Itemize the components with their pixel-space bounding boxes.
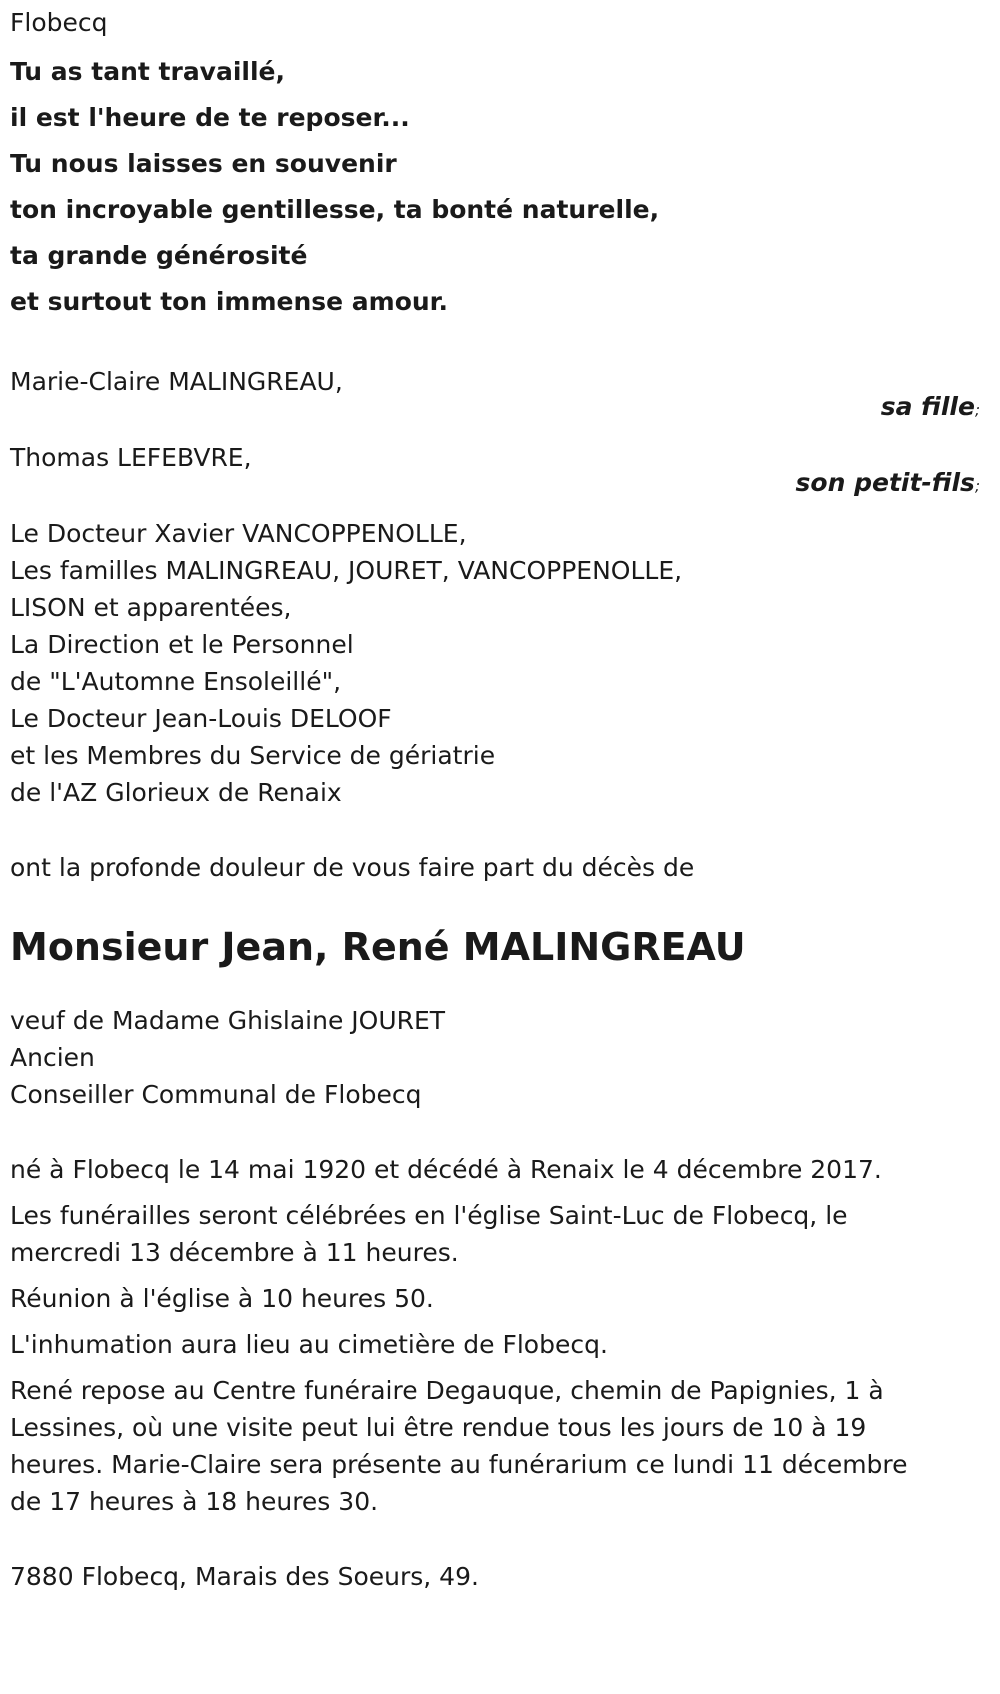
poem-line: il est l'heure de te reposer... [10,103,410,132]
info-paragraph: Les funérailles seront célébrées en l'église Saint-Luc de Flobecq, le mercredi 13 décembre à 11 heures. [10,1201,848,1267]
detail-line: veuf de Madame Ghislaine JOURET [10,1006,446,1035]
signer-line: de l'AZ Glorieux de Renaix [10,778,342,807]
signer-line: et les Membres du Service de gériatrie [10,741,496,770]
address-line: 7880 Flobecq, Marais des Soeurs, 49. [10,1562,479,1591]
detail-line: Conseiller Communal de Flobecq [10,1080,422,1109]
obituary-notice [0,4,980,1595]
family-list [10,363,980,501]
detail-line: Ancien [10,1043,95,1072]
poem-line: Tu nous laisses en souvenir [10,149,397,178]
signer-line: Le Docteur Xavier VANCOPPENOLLE, [10,519,467,548]
deceased-details [10,1002,980,1113]
info-paragraph: né à Flobecq le 14 mai 1920 et décédé à Renaix le 4 décembre 2017. [10,1155,882,1184]
poem-line: ton incroyable gentillesse, ta bonté naturelle, [10,195,660,224]
poem-line: Tu as tant travaillé, [10,57,286,86]
info-paragraph: Réunion à l'église à 10 heures 50. [10,1284,434,1313]
family-member [10,363,980,425]
announcement-text: ont la profonde douleur de vous faire part du décès de [10,853,695,882]
family-member-relation: son petit-fils; [795,468,980,497]
family-member [10,439,980,501]
poem-line: et surtout ton immense amour. [10,287,448,316]
city-header: Flobecq [10,8,108,37]
signer-line: de "L'Automne Ensoleillé", [10,667,342,696]
funeral-info [10,1151,940,1520]
signer-line: Les familles MALINGREAU, JOURET, VANCOPPENOLLE, [10,556,683,585]
family-member-relation: sa fille; [880,392,980,421]
info-paragraph: L'inhumation aura lieu au cimetière de Flobecq. [10,1330,608,1359]
family-member-name: Marie-Claire MALINGREAU, [10,367,343,396]
poem-line: ta grande générosité [10,241,308,270]
signers-list [10,515,980,811]
deceased-name: Monsieur Jean, René MALINGREAU [10,925,746,969]
signer-line: La Direction et le Personnel [10,630,354,659]
signer-line: Le Docteur Jean-Louis DELOOF [10,704,392,733]
poem-block [10,49,980,325]
family-member-name: Thomas LEFEBVRE, [10,443,252,472]
info-paragraph: René repose au Centre funéraire Degauque, chemin de Papignies, 1 à Lessines, où une visite peut lui être rendue tous les jours de 10 à 19 heures. Marie-Claire sera présente au funérarium ce lundi 11 décembre de 17 heures à 18 heures 30. [10,1376,908,1516]
signer-line: LISON et apparentées, [10,593,292,622]
